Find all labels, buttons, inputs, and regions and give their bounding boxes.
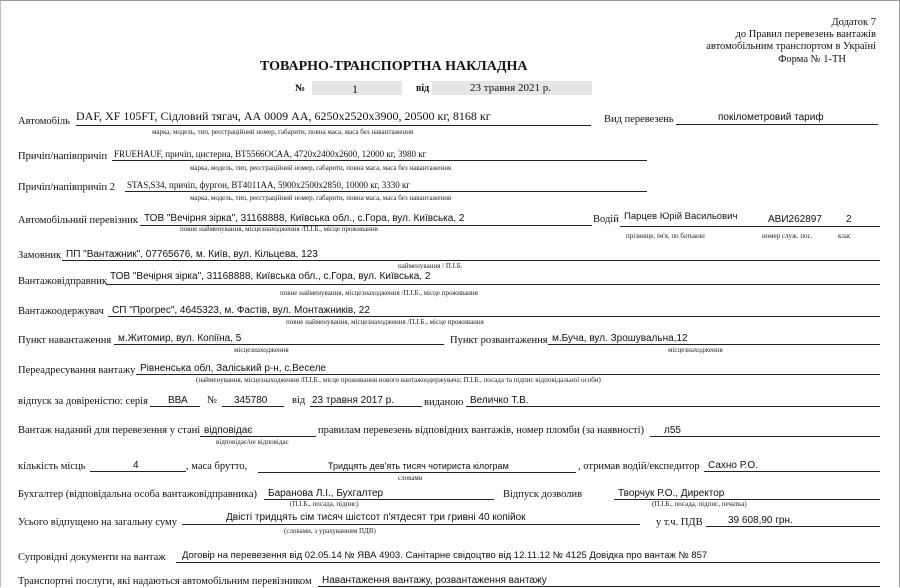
consignee-label: Вантажоодержувач	[18, 306, 104, 317]
document-title: ТОВАРНО-ТРАНСПОРТНА НАКЛАДНА	[260, 59, 528, 74]
attorney-number: 345780	[234, 395, 268, 406]
attorney-date-line	[310, 406, 422, 407]
loading-caption: місцезнаходження	[234, 346, 289, 354]
documents-value: Договір на перевезення від 02.05.14 № ЯВА 4903. Санітарне свідоцтво від 12.11.12 № 4125 Довідка про вантаж № 857	[182, 550, 708, 561]
date-label: від	[416, 83, 430, 94]
attorney-issued-to: Величко Т.В.	[470, 395, 529, 406]
rules-text: правилам перевезень відповідних вантажів, номер пломби (за наявності)	[318, 425, 645, 436]
attorney-number-label: №	[207, 395, 218, 406]
services-label: Транспортні послуги, які надаються автомобільним перевізником	[18, 576, 312, 587]
total-line	[182, 524, 640, 525]
gross-value: Тридцять дев'ять тисяч чотириста кілограм	[328, 461, 509, 471]
loading-line	[114, 344, 444, 345]
date-value: 23 травня 2021 р.	[470, 82, 551, 94]
gross-line	[258, 472, 576, 473]
license-caption: номер служ. пос.	[762, 232, 813, 240]
carrier-label: Автомобільний перевізник	[18, 215, 138, 226]
driver-caption: прізвище, ім'я, по батькові	[626, 232, 705, 240]
attorney-issued-line	[466, 406, 880, 407]
attorney-label: відпуск за довіреністю: серія	[18, 396, 148, 407]
gross-caption: словами	[398, 474, 423, 482]
class-caption: клас	[838, 232, 852, 240]
seal-number: л55	[664, 425, 681, 436]
redirect-caption: (найменування, місцезнаходження /П.І.Б., місце проживання нового вантажоодержувача; П.І.Б., посада та підпис відповідальної особи)	[196, 376, 601, 384]
unloading-label: Пункт розвантаження	[450, 335, 548, 346]
vehicle-label: Автомобіль	[18, 116, 70, 127]
attorney-series-line	[150, 406, 200, 407]
attorney-date: 23 травня 2017 р.	[312, 395, 394, 406]
gross-label: , маса брутто,	[186, 461, 248, 472]
consignee-line	[108, 316, 880, 317]
driver-class: 2	[846, 214, 852, 225]
trailer2-caption: марка, модель, тип, реєстраційний номер, габарити, повна маса, маса без навантаження	[190, 194, 452, 202]
transport-type-label: Вид перевезень	[604, 114, 674, 125]
cargo-state-caption: відповідає/не відповідає	[216, 438, 289, 446]
driver-name: Парцев Юрій Васильович	[624, 211, 738, 222]
unloading-line	[548, 344, 880, 345]
carrier-caption: повне найменування, місцезнаходження /П.І.Б., місце проживання	[180, 225, 378, 233]
consignee-caption: повне найменування, місцезнаходження /П.І.Б., місце проживання	[286, 318, 484, 326]
shipper-line	[106, 284, 880, 285]
services-value: Навантаження вантажу, розвантаження вантажу	[322, 575, 547, 586]
received-value: Сахно Р.О.	[708, 460, 758, 471]
driver-line	[620, 226, 880, 227]
trailer2-label: Причіп/напівпричіп 2	[18, 182, 116, 193]
customer-value: ПП "Вантажник", 07765676, м. Київ, вул. Кільцева, 123	[66, 249, 318, 260]
vehicle-line	[76, 125, 591, 126]
services-line	[318, 586, 880, 587]
vehicle-value: DAF, XF 105FT, Сідловий тягач, АА 0009 АА, 6250х2520х3900, 20500 кг, 8168 кг	[76, 109, 491, 123]
vat-label: у т.ч. ПДВ	[656, 517, 703, 528]
form-number: Форма № 1-ТН	[778, 54, 846, 65]
trailer1-line	[112, 160, 647, 161]
total-value: Двісті тридцять сім тисяч шістсот п'ятдесят три гривні 40 копійок	[226, 512, 526, 523]
attorney-issued-label: виданою	[424, 397, 464, 408]
shipper-value: ТОВ "Вечірня зірка", 31168888, Київська обл., с.Гора, вул. Київська, 2	[110, 271, 431, 282]
received-line	[704, 471, 880, 472]
unloading-value: м.Буча, вул. Зрошувальна,12	[552, 333, 688, 344]
trailer2-line	[125, 191, 647, 192]
total-label: Усього відпущено на загальну суму	[18, 517, 177, 528]
attorney-series: ВВА	[168, 395, 188, 406]
vehicle-caption: марка, модель, тип, реєстраційний номер, габарити, повна маса, маса без навантаження	[152, 128, 414, 136]
cargo-state-line	[200, 436, 316, 437]
released-caption: (П.І.Б., посада, підпис, печатка)	[652, 500, 747, 508]
transport-type-line	[676, 124, 878, 125]
shipper-label: Вантажовідправник	[18, 276, 107, 287]
redirect-line	[136, 374, 880, 375]
consignee-value: СП "Прогрес", 4645323, м. Фастів, вул. Монтажників, 22	[112, 305, 370, 316]
cargo-state-label: Вантаж наданий для перевезення у стані	[18, 425, 201, 436]
shipper-caption: повне найменування, місцезнаходження /П.І.Б., місце проживання	[280, 289, 478, 297]
trailer1-value: FRUEHAUF, причіп, цистерна, ВТ5566ОСАА, 4720х2400х2600, 12000 кг, 3980 кг	[114, 149, 427, 159]
customer-label: Замовник	[18, 250, 62, 261]
vat-line	[706, 526, 880, 527]
cargo-state-value: відповідає	[204, 425, 253, 436]
vat-value: 39 608,90 грн.	[728, 515, 793, 526]
appendix-label: Додаток 7	[831, 17, 876, 28]
places-line	[90, 471, 186, 472]
rules-label: до Правил перевезень вантажів	[735, 29, 876, 40]
accountant-label: Бухгалтер (відповідальна особа вантажовідправника)	[18, 489, 257, 500]
loading-value: м.Житомир, вул. Копіїна, 5	[118, 333, 242, 344]
places-label: кількість місць	[18, 461, 86, 472]
places-value: 4	[133, 460, 139, 471]
unloading-caption: місцезнаходження	[668, 346, 723, 354]
number-label: №	[295, 83, 306, 94]
redirect-value: Рівненська обл, Заліський р-н, с.Веселе	[140, 363, 326, 374]
documents-line	[176, 562, 880, 563]
received-label: , отримав водій/експедитор	[578, 461, 700, 472]
trailer1-caption: марка, модель, тип, реєстраційний номер, габарити, повна маса, маса без навантаження	[190, 164, 452, 172]
released-value: Творчук Р.О., Директор	[618, 488, 725, 499]
total-caption: (словами, з урахуванням ПДВ)	[284, 527, 376, 535]
attorney-date-label: від	[292, 395, 306, 406]
accountant-caption: (П.І.Б., посада, підпис)	[290, 500, 359, 508]
redirect-label: Переадресування вантажу	[18, 365, 136, 376]
customer-line	[62, 260, 880, 261]
driver-label: Водій	[593, 214, 619, 225]
loading-label: Пункт навантаження	[18, 335, 112, 346]
attorney-number-line	[222, 406, 284, 407]
trailer1-label: Причіп/напівпричіп	[18, 151, 108, 162]
driver-license: АВИ262897	[768, 214, 822, 225]
seal-line	[650, 436, 880, 437]
accountant-value: Баранова Л.І., Бухгалтер	[268, 488, 384, 499]
number-value: 1	[352, 82, 358, 96]
released-label: Відпуск дозволив	[503, 489, 583, 500]
documents-label: Супровідні документи на вантаж	[18, 552, 166, 563]
carrier-value: ТОВ "Вечірня зірка", 31168888, Київська обл., с.Гора, вул. Київська, 2	[144, 213, 465, 224]
rules-label-2: автомобільним транспортом в Україні	[706, 41, 876, 52]
trailer2-value: STAS,S34, причіп, фургон, ВТ4011АА, 5900х2500х2850, 10000 кг, 3330 кг	[127, 180, 411, 190]
customer-caption: найменування / П.І.Б.	[398, 262, 463, 270]
transport-type-value: покілометровий тариф	[718, 112, 824, 123]
